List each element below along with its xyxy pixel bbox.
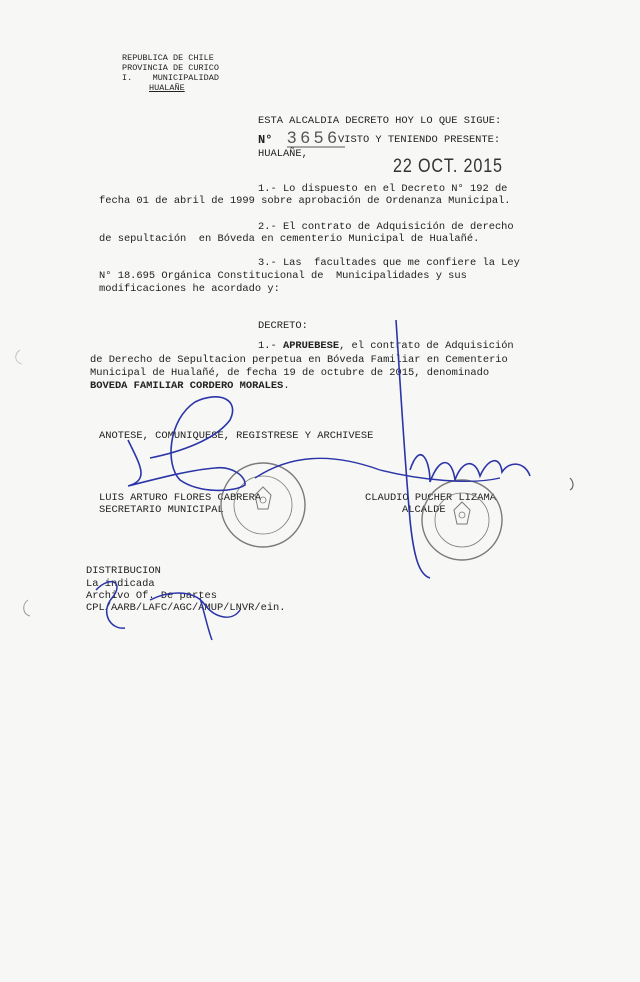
visto-text: VISTO Y TENIENDO PRESENTE: bbox=[338, 134, 501, 146]
consideration-2-line1: 2.- El contrato de Adquisición de derecho bbox=[258, 221, 514, 233]
place-label: HUALAÑE, bbox=[258, 148, 308, 160]
date-stamp: 22 OCT. 2015 bbox=[393, 156, 503, 177]
header-republic: REPUBLICA DE CHILE bbox=[122, 53, 214, 63]
secretary-title: SECRETARIO MUNICIPAL bbox=[99, 504, 224, 516]
mayor-name: CLAUDIO PUCHER LIZAMA bbox=[365, 492, 496, 504]
decreto-approve: APRUEBESE bbox=[282, 340, 340, 352]
boveda-name: BOVEDA FAMILIAR CORDERO MORALES bbox=[90, 380, 284, 392]
consideration-1-line1: 1.- Lo dispuesto en el Decreto N° 192 de bbox=[258, 183, 508, 195]
decreto-item-num: 1.- bbox=[258, 340, 283, 352]
number-prefix: N° bbox=[258, 133, 273, 147]
header-province: PROVINCIA DE CURICO bbox=[122, 63, 219, 73]
decreto-item-line3: Municipal de Hualañé, de fecha 19 de octubre de 2015, denominado bbox=[90, 367, 490, 379]
consideration-1-line2: fecha 01 de abril de 1999 sobre aprobación de Ordenanza Municipal. bbox=[99, 195, 511, 207]
header-hualane: HUALAÑE bbox=[149, 83, 185, 93]
mayor-title: ALCALDE bbox=[402, 504, 446, 516]
consideration-3-line3: modificaciones he acordado y: bbox=[99, 283, 280, 295]
decreto-item-line2: de Derecho de Sepultacion perpetua en Bóveda Familiar en Cementerio bbox=[90, 354, 508, 366]
secretary-signature bbox=[128, 397, 245, 491]
distribution-item: CPL/AARB/LAFC/AGC/AMUP/LNVR/ein. bbox=[86, 602, 286, 614]
boveda-period: . bbox=[283, 380, 290, 392]
decree-number-stamp: 3656 bbox=[287, 128, 341, 147]
intro-line: ESTA ALCALDIA DECRETO HOY LO QUE SIGUE: bbox=[258, 115, 502, 127]
distribution-item: Archivo Of. De partes bbox=[86, 590, 217, 602]
consideration-3-line2: N° 18.695 Orgánica Constitucional de Municipalidades y sus bbox=[99, 270, 467, 282]
consideration-2-line2: de sepultación en Bóveda en cementerio Municipal de Hualañé. bbox=[99, 233, 480, 245]
mayor-stamp bbox=[422, 480, 502, 560]
consideration-3-line1: 3.- Las facultades que me confiere la Ley bbox=[258, 257, 520, 269]
decreto-heading: DECRETO: bbox=[258, 320, 308, 332]
secretary-name: LUIS ARTURO FLORES CABRERA bbox=[99, 492, 262, 504]
header-municipality: I. MUNICIPALIDAD bbox=[122, 73, 219, 83]
distribution-item: La indicada bbox=[86, 578, 155, 590]
closing-formula: ANOTESE, COMUNIQUESE, REGISTRESE Y ARCHIVESE bbox=[99, 430, 374, 442]
mayor-signature bbox=[396, 320, 530, 578]
decreto-item-rest: , el contrato de Adquisición bbox=[339, 340, 514, 352]
distribution-initials bbox=[96, 582, 240, 640]
distribution-heading: DISTRIBUCION bbox=[86, 565, 161, 577]
secretary-stamp bbox=[221, 463, 305, 547]
